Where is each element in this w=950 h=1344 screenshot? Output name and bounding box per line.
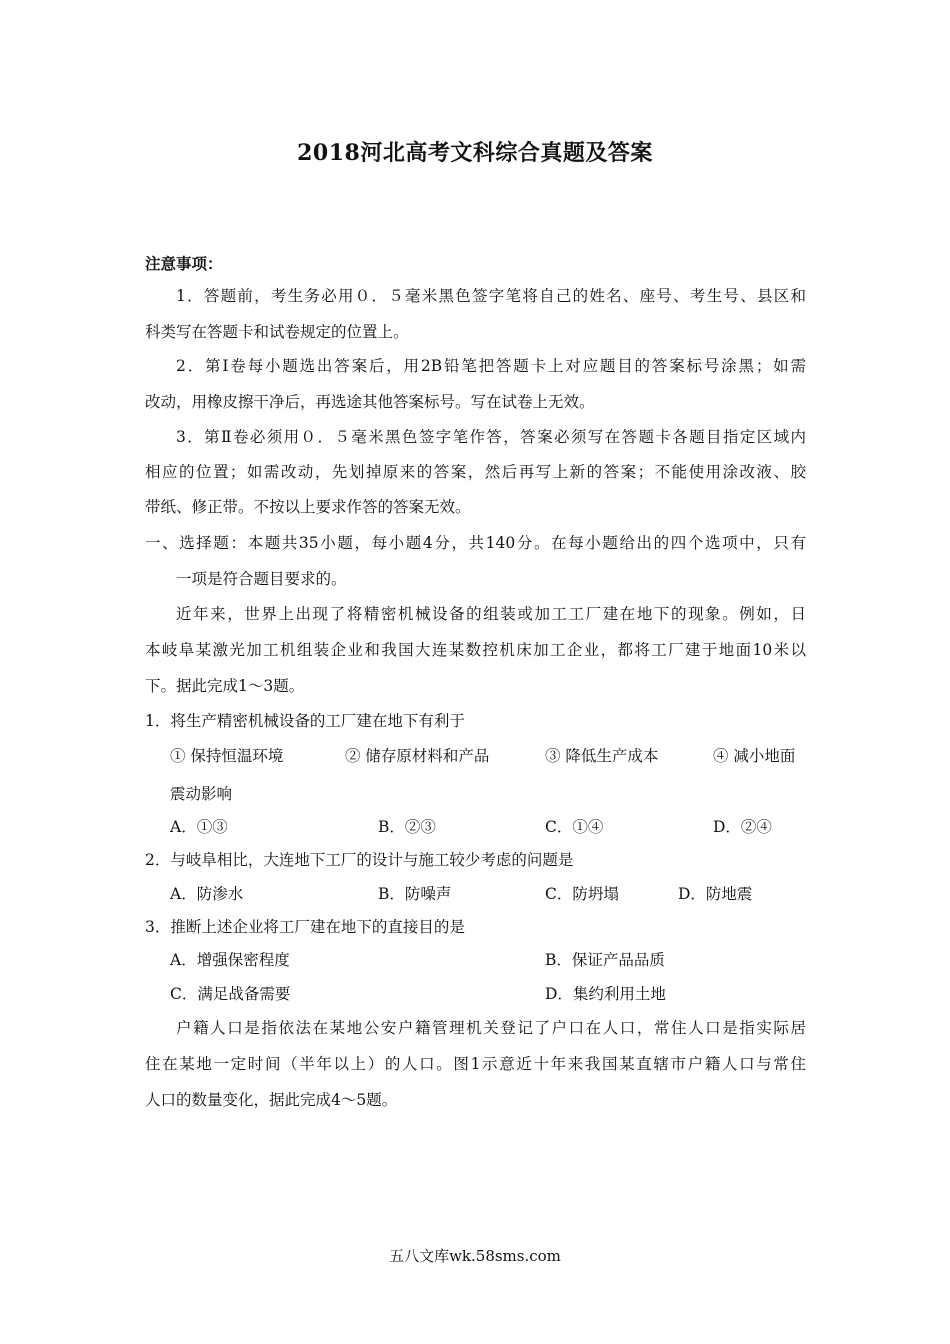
notice-item-2-line-2: 改动，用橡皮擦干净后，再选途其他答案标号。写在试卷上无效。 <box>145 393 595 411</box>
notice-item-3-line-1: 3．第Ⅱ卷必须用０．５毫米黑色签字笔作答，答案必须写在答题卡各题目指定区域内 <box>176 428 806 446</box>
question-1-statement-4-continued: 震动影响 <box>170 785 233 803</box>
passage-2-line-2: 住在某地一定时间（半年以上）的人口。图1示意近十年来我国某直辖市户籍人口与常住 <box>145 1055 806 1073</box>
notice-item-1-line-1: 1．答题前，考生务必用０．５毫米黑色签字笔将自己的姓名、座号、考生号、县区和 <box>176 287 806 305</box>
page-footer: 五八文库wk.58sms.com <box>389 1247 561 1265</box>
question-2-stem: 2．与岐阜相比，大连地下工厂的设计与施工较少考虑的问题是 <box>145 851 574 869</box>
question-3-option-a: A．增强保密程度 <box>170 951 290 969</box>
document-title: 2018河北高考文科综合真题及答案 <box>297 140 653 166</box>
question-1-option-b: B．②③ <box>378 818 436 836</box>
question-3-option-b: B．保证产品品质 <box>545 951 665 969</box>
question-3-option-d: D．集约利用土地 <box>545 985 666 1003</box>
question-1-stem: 1．将生产精密机械设备的工厂建在地下有利于 <box>145 712 465 730</box>
section-1-heading-line-2: 一项是符合题目要求的。 <box>176 570 347 588</box>
question-1-statement-3: ③ 降低生产成本 <box>545 747 659 765</box>
question-1-option-c: C．①④ <box>545 818 604 836</box>
notice-item-1-line-2: 科类写在答题卡和试卷规定的位置上。 <box>145 323 409 341</box>
question-3-option-c: C．满足战备需要 <box>170 985 291 1003</box>
question-1-option-d: D．②④ <box>713 818 772 836</box>
notice-heading: 注意事项： <box>145 254 223 273</box>
question-1-statement-4: ④ 减小地面 <box>713 747 796 765</box>
section-1-heading-line-1: 一、选择题：本题共35小题，每小题4分，共140分。在每小题给出的四个选项中，只有 <box>145 534 806 552</box>
notice-item-3-line-3: 带纸、修正带。不按以上要求作答的答案无效。 <box>145 498 471 516</box>
notice-item-2-line-1: 2．第Ⅰ卷每小题选出答案后，用2B铅笔把答题卡上对应题目的答案标号涂黑；如需 <box>176 357 806 375</box>
question-2-option-b: B．防噪声 <box>378 885 452 903</box>
passage-2-line-1: 户籍人口是指依法在某地公安户籍管理机关登记了户口在人口，常住人口是指实际居 <box>176 1019 806 1037</box>
passage-1-line-1: 近年来，世界上出现了将精密机械设备的组装或加工工厂建在地下的现象。例如，日 <box>176 605 806 623</box>
passage-1-line-2: 本岐阜某激光加工机组装企业和我国大连某数控机床加工企业，都将工厂建于地面10米以 <box>145 641 806 659</box>
question-2-option-a: A．防渗水 <box>170 885 244 903</box>
question-3-stem: 3．推断上述企业将工厂建在地下的直接目的是 <box>145 918 465 936</box>
question-2-option-d: D．防地震 <box>678 885 753 903</box>
notice-item-3-line-2: 相应的位置；如需改动，先划掉原来的答案，然后再写上新的答案；不能使用涂改液、胶 <box>145 463 806 481</box>
passage-1-line-3: 下。据此完成1～3题。 <box>145 677 305 695</box>
question-1-option-a: A．①③ <box>170 818 228 836</box>
passage-2-line-3: 人口的数量变化，据此完成4～5题。 <box>145 1091 398 1109</box>
question-1-statement-1: ① 保持恒温环境 <box>170 747 284 765</box>
question-2-option-c: C．防坍塌 <box>545 885 619 903</box>
question-1-statement-2: ② 储存原材料和产品 <box>345 747 490 765</box>
